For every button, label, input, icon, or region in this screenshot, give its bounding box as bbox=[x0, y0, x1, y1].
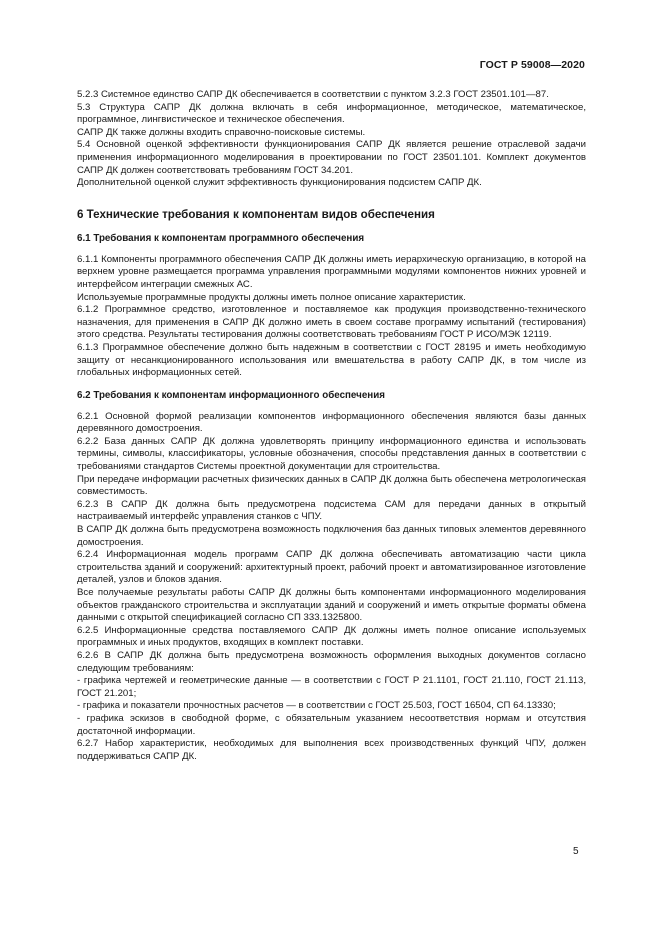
paragraph: 5.4 Основной оценкой эффективности функционирования САПР ДК является решение отраслевой задачи применения информационного моделирования в проектировании по ГОСТ 23501.101. Комплект документов САПР ДК должен соответствовать требованиям ГОСТ 34.201. bbox=[77, 139, 586, 176]
page-number: 5 bbox=[573, 846, 579, 857]
paragraph: В САПР ДК должна быть предусмотрена возможность подключения баз данных типовых элементов деревянного домостроения. bbox=[77, 524, 586, 548]
paragraph: 6.2.5 Информационные средства поставляемого САПР ДК должны иметь полное описание используемых программных и иных продуктов, входящих в комплект поставки. bbox=[77, 624, 586, 649]
paragraph: САПР ДК также должны входить справочно-поисковые системы. bbox=[77, 126, 366, 138]
paragraph: 6.2.6 В САПР ДК должна быть предусмотрена возможность оформления выходных документов согласно следующим требованиям: bbox=[77, 649, 586, 674]
paragraph: 6.1.3 Программное обеспечение должно быть надежным в соответствии с ГОСТ 28195 и иметь необходимую защиту от несанкционированного использования или вмешательства в работу САПР ДК, в том числе из глобальных информационных сетей. bbox=[77, 341, 586, 379]
paragraph: 6.1.1 Компоненты программного обеспечения САПР ДК должны иметь иерархическую организацию, в которой на верхнем уровне размещается программа управления программными модулями компонентов нижних уровней и интерфейсом интеграции смежных АС. bbox=[77, 253, 586, 290]
paragraph: Все получаемые результаты работы САПР ДК должны быть компонентами информационного моделирования объектов гражданского строительства и эксплуатации зданий и сооружений и иметь открытые форматы обмена данными с открытой спецификацией согласно СП 333.1325800. bbox=[77, 587, 586, 624]
subsection-title: 6.1 Требования к компонентам программного обеспечения bbox=[77, 232, 365, 244]
paragraph: 6.2.4 Информационная модель программ САПР ДК должна обеспечивать автоматизацию части цикла строительства зданий и сооружений: архитектурный проект, рабочий проект и автоматизированное изготовление деталей, узлов и блоков здания. bbox=[77, 549, 586, 586]
section-title: 6 Технические требования к компонентам видов обеспечения bbox=[77, 207, 435, 221]
paragraph: 6.2.2 База данных САПР ДК должна удовлетворять принципу информационного единства и использовать термины, символы, классификаторы, условные обозначения, способы представления данных в соответствии с требованиями стандартов Системы проектной документации для строительства. bbox=[77, 435, 586, 473]
paragraph: 6.2.7 Набор характеристик, необходимых для выполнения всех производственных функций ЧПУ, должен поддерживаться САПР ДК. bbox=[77, 738, 586, 762]
paragraph: 6.2.3 В САПР ДК должна быть предусмотрена подсистема САМ для передачи данных в открытый настраиваемый интерфейс управления станков с ЧПУ. bbox=[77, 498, 586, 523]
document-body bbox=[77, 89, 586, 763]
paragraph: 6.1.2 Программное средство, изготовленное и поставляемое как продукция производственно-технического назначения, для применения в САПР ДК должно иметь в своем составе программу испытаний (тестирования) этого средства. Результаты тестирования должны соответствовать требованиям ГОСТ Р ИСО/МЭК 12119. bbox=[77, 304, 586, 341]
subsection-title: 6.2 Требования к компонентам информационного обеспечения bbox=[77, 389, 385, 401]
paragraph: Используемые программные продукты должны иметь полное описание характеристик. bbox=[77, 291, 466, 303]
paragraph: 6.2.1 Основной формой реализации компонентов информационного обеспечения являются базы данных деревянного домостроения. bbox=[77, 410, 586, 435]
list-item: - графика чертежей и геометрические данные — в соответствии с ГОСТ Р 21.1101, ГОСТ 21.110, ГОСТ 21.113, ГОСТ 21.201; bbox=[77, 675, 586, 699]
document-header: ГОСТ Р 59008—2020 bbox=[479, 59, 585, 71]
list-item: - графика эскизов в свободной форме, с обязательным указанием несоответствия нормам и отсутствия достаточной информации. bbox=[77, 712, 586, 737]
list-item: - графика и показатели прочностных расчетов — в соответствии с ГОСТ 25.503, ГОСТ 16504, СП 64.13330; bbox=[77, 700, 556, 712]
paragraph: При передаче информации расчетных физических данных в САПР ДК должна быть обеспечена метрологическая совместимость. bbox=[77, 473, 586, 498]
paragraph: 5.2.3 Системное единство САПР ДК обеспечивается в соответствии с пунктом 3.2.3 ГОСТ 23501.101—87. bbox=[77, 89, 549, 100]
paragraph: Дополнительной оценкой служит эффективность функционирования подсистем САПР ДК. bbox=[77, 177, 482, 189]
paragraph: 5.3 Структура САПР ДК должна включать в себя информационное, методическое, математическое, программное, лингвистическое и техническое обеспечения. bbox=[77, 101, 586, 126]
spacer bbox=[77, 380, 586, 389]
